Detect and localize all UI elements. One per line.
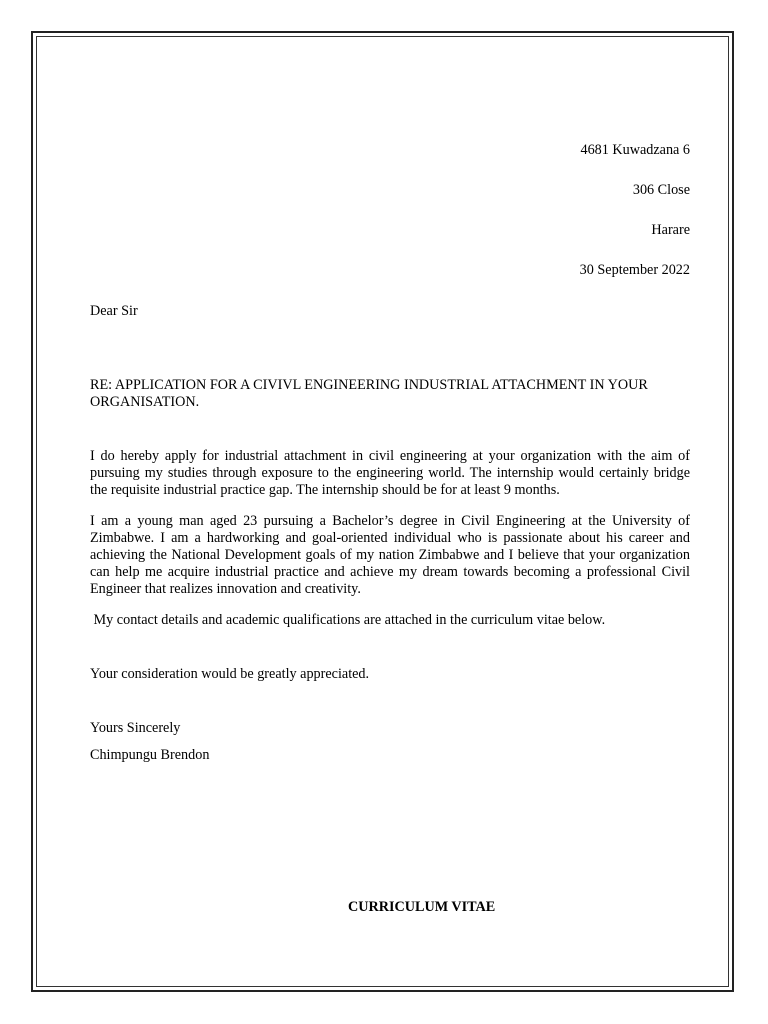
- address-line-1: 4681 Kuwadzana 6: [580, 142, 690, 158]
- page-inner-border: [36, 36, 729, 987]
- sign-off: Yours Sincerely: [90, 720, 181, 736]
- address-line-2: 306 Close: [632, 182, 690, 198]
- cv-heading: CURRICULUM VITAE: [348, 899, 496, 915]
- salutation: Dear Sir: [90, 303, 138, 319]
- signature-name: Chimpungu Brendon: [90, 747, 210, 763]
- paragraph-about: I am a young man aged 23 pursuing a Bachelor’s degree in Civil Engineering at the University of Zimbabwe. I am a hardworking and goal-oriented individual who is passionate about his career and achieving the National Development goals of my nation Zimbabwe and I believe that your organization can help me acquire industrial practice and achieve my dream towards becoming a professional Civil Engineer that realizes innovation and creativity.: [90, 513, 690, 597]
- closing-line: Your consideration would be greatly appreciated.: [90, 666, 370, 682]
- paragraph-contact: My contact details and academic qualifications are attached in the curriculum vitae below.: [90, 612, 606, 628]
- paragraph-intro: I do hereby apply for industrial attachment in civil engineering at your organization with the aim of pursuing my studies through exposure to the engineering world. The internship would certainly bridge the requisite industrial practice gap. The internship should be for at least 9 months.: [90, 448, 690, 498]
- address-city: Harare: [651, 222, 690, 238]
- subject-line: RE: APPLICATION FOR A CIVIVL ENGINEERING INDUSTRIAL ATTACHMENT IN YOUR ORGANISATION.: [90, 377, 648, 410]
- letter-date: 30 September 2022: [579, 262, 690, 278]
